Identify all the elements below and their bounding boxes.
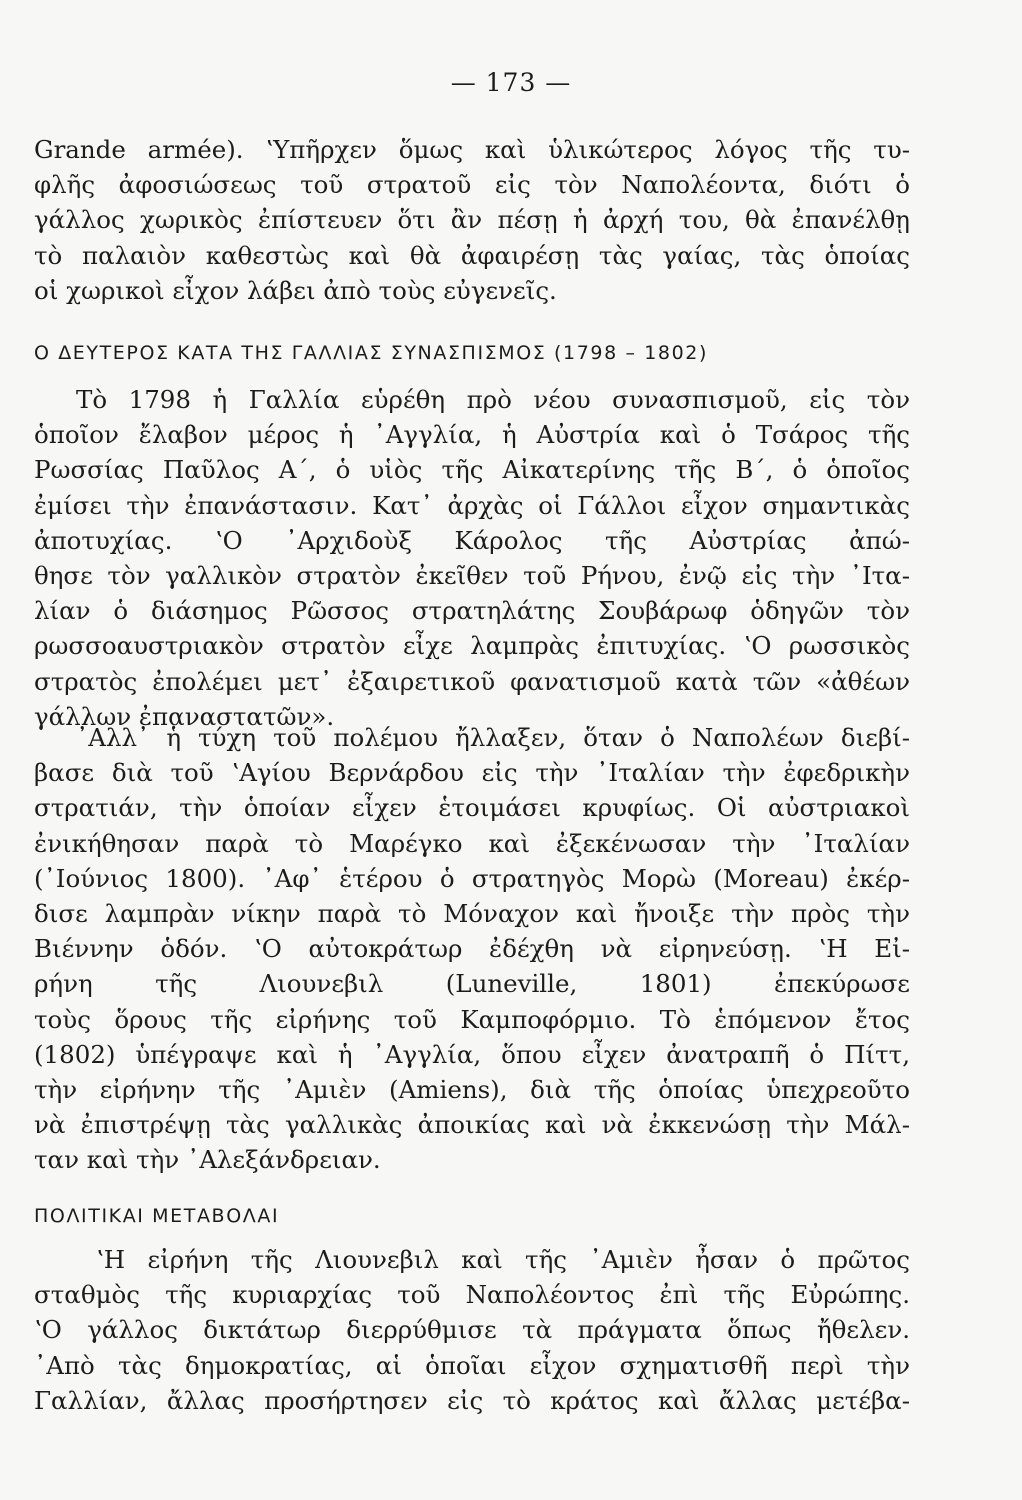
text-line: ἐμίσει τὴν ἐπανάστασιν. Κατ᾿ ἀρχὰς οἱ Γάλλοι εἶχον σημαντικὰς [34,490,910,520]
text-line: ἀποτυχίας. ʽΟ ᾿Αρχιδοὺξ Κάρολος τῆς Αὐστρίας ἀπώ- [34,525,910,555]
text-line: τοὺς ὅρους τῆς εἰρήνης τοῦ Καμποφόρμιο. Τὸ ἑπόμενον ἔτος [34,1004,910,1034]
text-line: ʽΟ γάλλος δικτάτωρ διερρύθμισε τὰ πράγματα ὅπως ἤθελεν. [34,1315,910,1345]
text-line: νὰ ἐπιστρέψῃ τὰς γαλλικὰς ἀποικίας καὶ νὰ ἐκκενώσῃ τὴν Μάλ- [34,1110,910,1140]
text-line: ρήνη τῆς Λιουνεβιλ (Luneville, 1801) ἐπεκύρωσε [34,969,910,999]
text-line: λίαν ὁ διάσημος Ρῶσσος στρατηλάτης Σουβάρωφ ὁδηγῶν τὸν [34,596,910,626]
text-line: ʽΗ εἰρήνη τῆς Λιουνεβιλ καὶ τῆς ᾿Αμιὲν ἦσαν ὁ πρῶτος [96,1245,910,1274]
text-line: γάλλος χωρικὸς ἐπίστευεν ὅτι ἂν πέσῃ ἡ ἀρχή του, θὰ ἐπανέλθῃ [34,205,910,235]
paragraph-political-changes [34,1242,910,1418]
text-line: ἐνικήθησαν παρὰ τὸ Μαρέγκο καὶ ἐξεκένωσαν τὴν ᾿Ιταλίαν [34,828,910,858]
text-line: ᾿Απὸ τὰς δημοκρατίας, αἱ ὁποῖαι εἶχον σχηματισθῆ περὶ τὴν [34,1350,910,1380]
text-line: ρωσσοαυστριακὸν στρατὸν εἶχε λαμπρὰς ἐπιτυχίας. ʽΟ ρωσσικὸς [34,631,910,661]
text-line: βασε διὰ τοῦ ʽΑγίου Βερνάρδου εἰς τὴν ᾿Ιταλίαν τὴν ἐφεδρικὴν [34,758,910,788]
text-line: τὴν εἰρήνην τῆς ᾿Αμιὲν (Amiens), διὰ τῆς ὁποίας ὑπεχρεοῦτο [34,1075,910,1105]
text-line: Grande armée). ʽΥπῆρχεν ὅμως καὶ ὑλικώτερος λόγος τῆς τυ- [34,135,910,164]
text-line: σταθμὸς τῆς κυριαρχίας τοῦ Ναπολέοντος ἐπὶ τῆς Εὐρώπης. [34,1280,910,1310]
text-line: φλῆς ἀφοσιώσεως τοῦ στρατοῦ εἰς τὸν Ναπολέοντα, διότι ὁ [34,170,910,200]
page-number: — 173 — [450,68,572,97]
text-line: στρατιάν, τὴν ὁποίαν εἶχεν ἑτοιμάσει κρυφίως. Οἱ αὐστριακοὶ [34,793,910,823]
text-line: δισε λαμπρὰν νίκην παρὰ τὸ Μόναχον καὶ ἤνοιξε τὴν πρὸς τὴν [34,899,910,929]
text-line: ὁποῖον ἔλαβον μέρος ἡ ᾿Αγγλία, ἡ Αὐστρία καὶ ὁ Τσάρος τῆς [34,420,910,450]
text-line: ᾿Αλλ᾿ ἡ τύχη τοῦ πολέμου ἤλλαξεν, ὅταν ὁ Ναπολέων διεβί- [76,723,910,752]
section-heading-second-coalition: Ο ΔΕΥΤΕΡΟΣ ΚΑΤΑ ΤΗΣ ΓΑΛΛΙΑΣ ΣΥΝΑΣΠΙΣΜΟΣ (1798 – 1802) [34,342,708,364]
paragraph-second-coalition [34,382,910,734]
text-line: ταν καὶ τὴν ᾿Αλεξάνδρειαν. [34,1145,381,1175]
text-line: τὸ παλαιὸν καθεστὼς καὶ θὰ ἀφαιρέσῃ τὰς γαίας, τὰς ὁποίας [34,240,910,270]
text-line: οἱ χωρικοὶ εἶχον λάβει ἀπὸ τοὺς εὐγενεῖς. [34,275,557,305]
section-heading-political-changes: ΠΟΛΙΤΙΚΑΙ ΜΕΤΑΒΟΛΑΙ [34,1205,280,1227]
text-line: Τὸ 1798 ἡ Γαλλία εὑρέθη πρὸ νέου συνασπισμοῦ, εἰς τὸν [76,385,910,414]
text-line: Γαλλίαν, ἄλλας προσήρτησεν εἰς τὸ κράτος καὶ ἄλλας μετέβα- [34,1385,910,1415]
text-line: στρατὸς ἐπολέμει μετ᾿ ἐξαιρετικοῦ φανατισμοῦ κατὰ τῶν «ἀθέων [34,666,910,696]
text-line: (1802) ὑπέγραψε καὶ ἡ ᾿Αγγλία, ὅπου εἶχεν ἀνατραπῆ ὁ Πίττ, [34,1039,910,1069]
text-line: γάλλων ἐπαναστατῶν». [34,701,335,731]
paragraph-continuation [34,132,910,308]
paragraph-fortune-of-war [34,720,910,1178]
text-line: (᾿Ιούνιος 1800). ᾿Αφ᾿ ἑτέρου ὁ στρατηγὸς Μορὼ (Moreau) ἐκέρ- [34,863,910,893]
text-line: Ρωσσίας Παῦλος Α΄, ὁ υἱὸς τῆς Αἰκατερίνης τῆς Β΄, ὁ ὁποῖος [34,455,910,485]
text-line: Βιέννην ὁδόν. ʽΟ αὐτοκράτωρ ἐδέχθη νὰ εἰρηνεύσῃ. ʽΗ Εἰ- [34,934,910,964]
text-line: θησε τὸν γαλλικὸν στρατὸν ἐκεῖθεν τοῦ Ρήνου, ἐνῷ εἰς τὴν ᾿Ιτα- [34,561,910,591]
